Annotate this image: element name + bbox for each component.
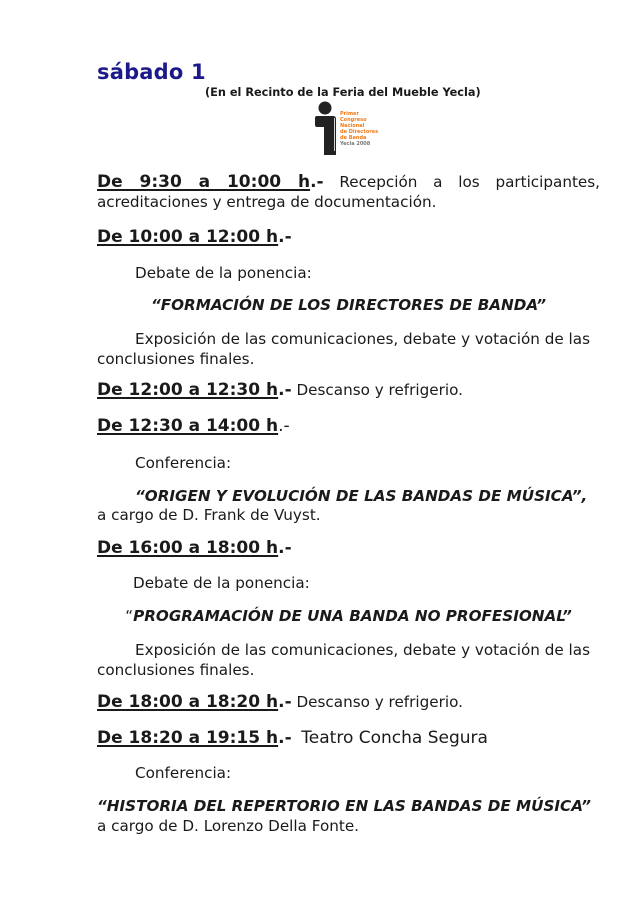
time-range: De 12:00 a 12:30 h: [97, 380, 279, 400]
item-description: Recepción a los participantes, acreditaciones y entrega de documentación.: [97, 173, 600, 211]
schedule-item: [97, 227, 600, 247]
day-title: sábado 1: [97, 60, 206, 84]
item-intro: Conferencia:: [135, 454, 232, 472]
person-figure-icon: [312, 101, 340, 157]
talk-title: “ORIGEN Y EVOLUCIÓN DE LAS BANDAS DE MÚSICA”,: [135, 487, 588, 505]
time-range: De 12:30 a 14:00 h: [97, 416, 279, 436]
venue-name: Teatro Concha Segura: [301, 728, 488, 748]
time-range: De 18:00 a 18:20 h: [97, 692, 279, 712]
schedule-item: [97, 380, 600, 400]
logo-line: Primer: [340, 111, 359, 117]
item-description: Descanso y refrigerio.: [296, 381, 463, 399]
venue-subtitle: (En el Recinto de la Feria del Mueble Yecla): [205, 86, 481, 99]
logo-text: [340, 111, 378, 147]
time-range: De 9:30 a 10:00 h: [97, 172, 311, 192]
time-separator: .-: [310, 172, 324, 192]
talk-title: “FORMACIÓN DE LOS DIRECTORES DE BANDA”: [150, 296, 547, 314]
logo-line: de Directores: [340, 129, 379, 135]
schedule-item: [97, 692, 600, 712]
schedule-item: [97, 416, 600, 436]
item-detail: Exposición de las comunicaciones, debate y votación de las conclusiones finales.: [97, 330, 590, 368]
time-range: De 18:20 a 19:15 h: [97, 728, 279, 748]
time-separator: .-: [278, 416, 290, 436]
speaker: a cargo de D. Lorenzo Della Fonte.: [97, 817, 359, 835]
logo-year: Yecla 2008: [340, 141, 371, 147]
congress-logo: [312, 101, 407, 157]
time-separator: .-: [278, 538, 292, 558]
logo-line: Congreso: [340, 117, 367, 123]
item-intro: Debate de la ponencia:: [133, 574, 310, 592]
logo-line: Nacional: [340, 123, 365, 129]
item-detail: Exposición de las comunicaciones, debate y votación de las conclusiones finales.: [97, 641, 590, 679]
time-separator: .-: [278, 227, 292, 247]
open-quote: “: [125, 607, 134, 625]
talk-title-line: [97, 606, 600, 626]
schedule-item: [97, 728, 600, 748]
schedule-item: [97, 538, 600, 558]
time-separator: .-: [278, 380, 292, 400]
item-description: Descanso y refrigerio.: [296, 693, 463, 711]
time-range: De 16:00 a 18:00 h: [97, 538, 279, 558]
item-intro: Debate de la ponencia:: [135, 264, 312, 282]
talk-title: “HISTORIA DEL REPERTORIO EN LAS BANDAS DE MÚSICA”: [97, 797, 591, 815]
time-separator: .-: [278, 728, 292, 748]
talk-title: PROGRAMACIÓN DE UNA BANDA NO PROFESIONAL”: [133, 607, 572, 625]
time-separator: .-: [278, 692, 292, 712]
time-range: De 10:00 a 12:00 h: [97, 227, 279, 247]
logo-line: de Banda: [340, 135, 367, 141]
schedule-item: [97, 172, 600, 212]
speaker: a cargo de D. Frank de Vuyst.: [97, 506, 321, 524]
item-intro: Conferencia:: [135, 764, 232, 782]
